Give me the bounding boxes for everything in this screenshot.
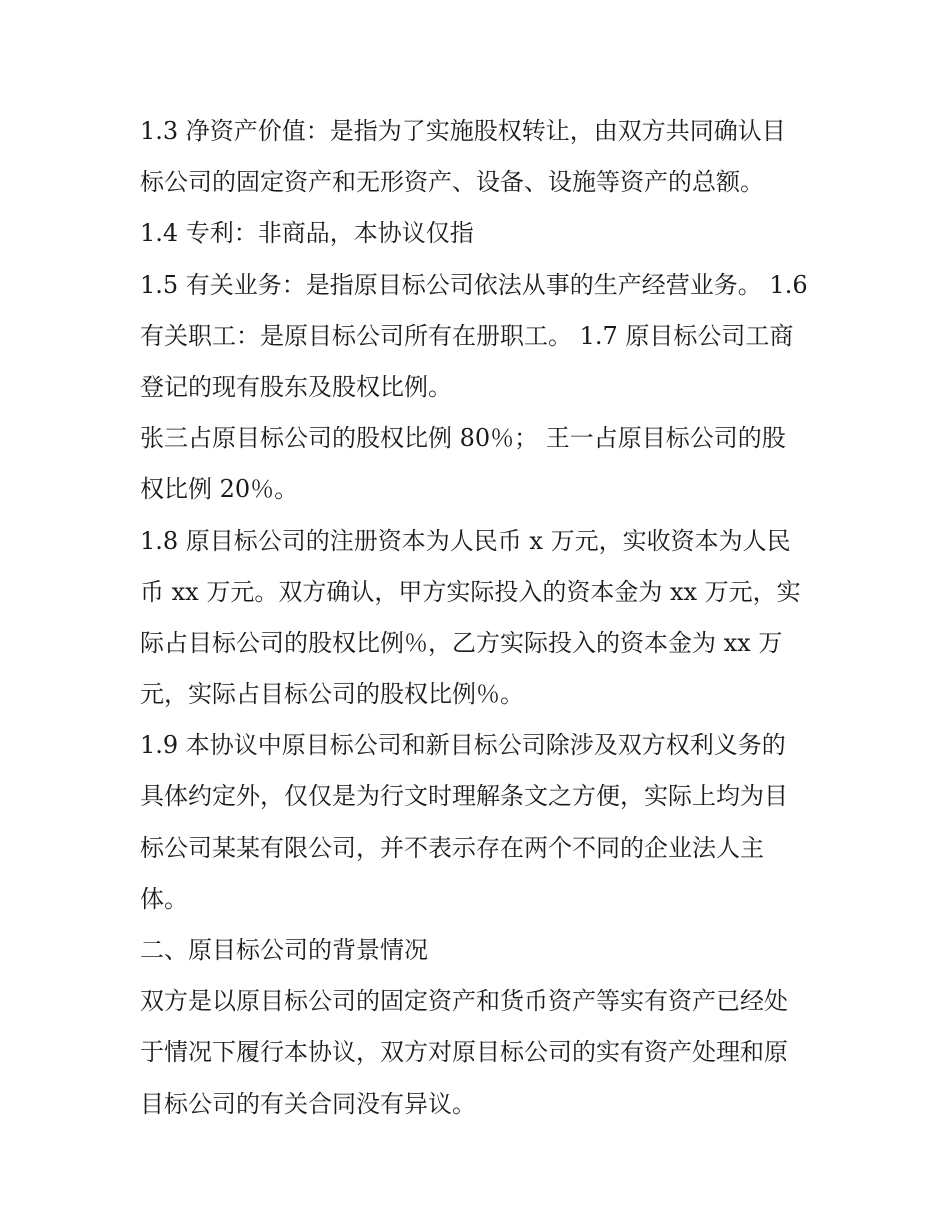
text-line: 具体约定外，仅仅是为行文时理解条文之方便，实际上均为目 <box>140 782 788 811</box>
text-line: 标公司的固定资产和无形资产、设备、设施等资产的总额。 <box>140 168 764 197</box>
text-line: 币 xx 万元。双方确认，甲方实际投入的资本金为 xx 万元，实 <box>140 577 801 606</box>
text-line: 权比例 20％。 <box>140 475 299 504</box>
text-line: 有关职工：是原目标公司所有在册职工。 1.7 原目标公司工商 <box>140 321 794 350</box>
text-line: 1.9 本协议中原目标公司和新目标公司除涉及双方权利义务的 <box>140 731 786 760</box>
text-line: 1.3 净资产价值：是指为了实施股权转让，由双方共同确认目 <box>140 117 786 145</box>
text-line: 标公司某某有限公司，并不表示存在两个不同的企业法人主 <box>140 833 764 862</box>
section-heading: 二、原目标公司的背景情况 <box>140 936 428 964</box>
text-line: 于情况下履行本协议，双方对原目标公司的实有资产处理和原 <box>140 1038 788 1067</box>
text-line: 目标公司的有关合同没有异议。 <box>140 1089 476 1118</box>
text-line: 张三占原目标公司的股权比例 80％； 王一占原目标公司的股 <box>140 424 786 453</box>
text-line: 体。 <box>140 884 188 913</box>
text-line: 登记的现有股东及股权比例。 <box>140 372 452 401</box>
document-body <box>140 106 820 1130</box>
text-line: 双方是以原目标公司的固定资产和货币资产等实有资产已经处 <box>140 987 788 1016</box>
text-line: 际占目标公司的股权比例％，乙方实际投入的资本金为 xx 万 <box>140 628 783 657</box>
text-line: 1.8 原目标公司的注册资本为人民币 x 万元，实收资本为人民 <box>140 526 791 555</box>
text-line: 1.5 有关业务：是指原目标公司依法从事的生产经营业务。 1.6 <box>140 270 808 299</box>
text-line: 元，实际占目标公司的股权比例％。 <box>140 680 524 709</box>
text-line: 1.4 专利：非商品，本协议仅指 <box>140 219 474 248</box>
